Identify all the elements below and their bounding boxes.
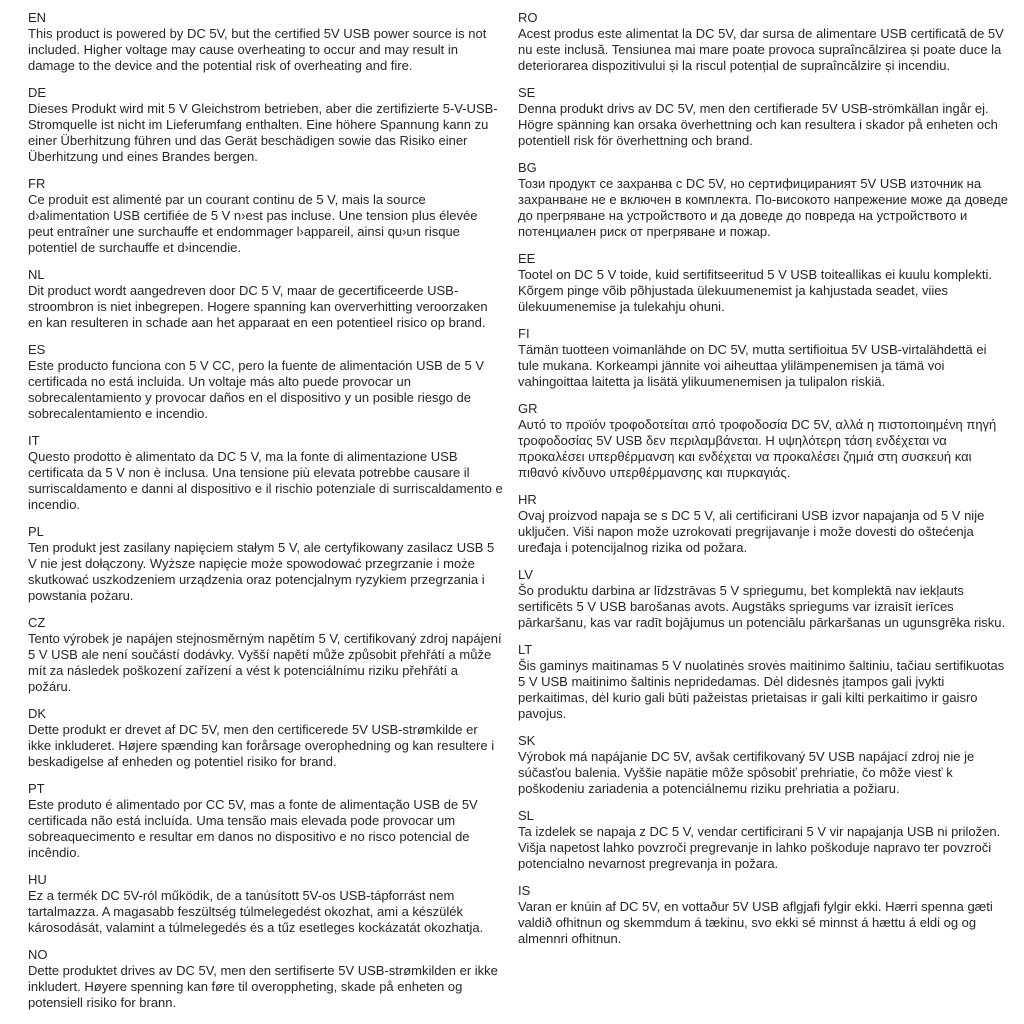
language-code-pt: PT — [28, 781, 45, 796]
language-code-de: DE — [28, 85, 47, 100]
language-code-ee: EE — [518, 251, 536, 266]
language-code-cz: CZ — [28, 615, 46, 630]
language-text-lv: Šo produktu darbina ar līdzstrāvas 5 V spriegumu, bet komplektā nav iekļauts sertificēts 5 V USB barošanas avots. Augstāks spriegums var izraisīt ierīces pārkaršanu, kas var radīt bojājumus un potenciālu pārkaršanas un ugunsgrēka risku. — [518, 583, 1006, 630]
language-block-en — [28, 10, 504, 74]
language-block-is — [518, 883, 1010, 947]
language-text-hr: Ovaj proizvod napaja se s DC 5 V, ali certificirani USB izvor napajanja od 5 V nije uključen. Viši napon može uzrokovati pregrijavanje i može dovesti do oštećenja uređaja i potencijalnog rizika od požara. — [518, 508, 985, 555]
language-code-sl: SL — [518, 808, 534, 823]
language-block-lv — [518, 567, 1010, 631]
language-text-lt: Šis gaminys maitinamas 5 V nuolatinės srovės maitinimo šaltiniu, tačiau sertifikuotas 5 V USB maitinimo šaltinis nepridedamas. Dėl didesnės įtampos gali įvykti perkaitimas, dėl kurio gali būti pažeistas prietaisas ir gali kilti perkaitimo ir gaisro pavojus. — [518, 658, 1005, 721]
language-text-fi: Tämän tuotteen voimanlähde on DC 5V, mutta sertifioitua 5V USB-virtalähdettä ei tule mukana. Korkeampi jännite voi aiheuttaa ylilämpenemisen ja tämä voi vahingoittaa laitetta ja lisätä ylikuumenemisen ja tulipalon riskiä. — [518, 342, 987, 389]
language-text-fr: Ce produit est alimenté par un courant continu de 5 V, mais la source d›alimentation USB certifiée de 5 V n›est pas incluse. Une tension plus élevée peut entraîner une surchauffe et endommager l›appareil, ainsi qu›un risque potentiel de surchauffe et d›incendie. — [28, 192, 478, 255]
language-text-no: Dette produktet drives av DC 5V, men den sertifiserte 5V USB-strømkilden er ikke inkludert. Høyere spenning kan føre til overoppheting, skade på enheten og potensiell risiko for brann. — [28, 963, 498, 1010]
language-code-se: SE — [518, 85, 536, 100]
language-text-sk: Výrobok má napájanie DC 5V, avšak certifikovaný 5V USB napájací zdroj nie je súčasťou balenia. Vyššie napätie môže spôsobiť prehriatie, čo môže viesť k poškodeniu zariadenia a potenciálnemu riziku prehriatia a požiaru. — [518, 749, 975, 796]
language-block-hr — [518, 492, 1010, 556]
language-block-fr — [28, 176, 504, 256]
language-code-sk: SK — [518, 733, 536, 748]
language-text-ee: Tootel on DC 5 V toide, kuid sertifitseeritud 5 V USB toiteallikas ei kuulu komplekti. Kõrgem pinge võib põhjustada ülekuumenemist ja kahjustada seadet, viies ülekuumenemise ja tulekahju ohuni. — [518, 267, 993, 314]
language-text-hu: Ez a termék DC 5V-ról működik, de a tanúsított 5V-os USB-tápforrást nem tartalmazza. A magasabb feszültség túlmelegedést okozhat, ami a készülék károsodását, valamint a túlmelegedés és a tűz esetleges kockázatát okozhatja. — [28, 888, 484, 935]
language-block-dk — [28, 706, 504, 770]
language-code-pl: PL — [28, 524, 44, 539]
language-block-fi — [518, 326, 1010, 390]
language-text-nl: Dit product wordt aangedreven door DC 5 V, maar de gecertificeerde USB-stroombron is niet inbegrepen. Hogere spanning kan oververhitting veroorzaken en kan resulteren in schade aan het apparaat en een potentieel risico op brand. — [28, 283, 488, 330]
language-text-de: Dieses Produkt wird mit 5 V Gleichstrom betrieben, aber die zertifizierte 5-V-USB-Stromquelle ist nicht im Lieferumfang enthalten. Eine höhere Spannung kann zu einer Überhitzung führen und das Gerät beschädigen sowie das Risiko einer Überhitzung und eines Brandes bergen. — [28, 101, 498, 164]
language-block-ro — [518, 10, 1010, 74]
language-text-es: Este producto funciona con 5 V CC, pero la fuente de alimentación USB de 5 V certificada no está incluida. Un voltaje más alto puede provocar un sobrecalentamiento y provocar daños en el dispositivo y un posible riesgo de sobrecalentamiento e incendio. — [28, 358, 484, 421]
language-block-nl — [28, 267, 504, 331]
language-code-es: ES — [28, 342, 46, 357]
language-text-en: This product is powered by DC 5V, but the certified 5V USB power source is not included. Higher voltage may cause overheating to occur and may result in damage to the device and the potential risk of overheating and fire. — [28, 26, 487, 73]
language-block-pt — [28, 781, 504, 861]
language-code-bg: BG — [518, 160, 537, 175]
language-code-hu: HU — [28, 872, 47, 887]
language-code-lt: LT — [518, 642, 533, 657]
language-text-it: Questo prodotto è alimentato da DC 5 V, ma la fonte di alimentazione USB certificata da 5 V non è inclusa. Una tensione più elevata potrebbe causare il surriscaldamento e danni al dispositivo e il rischio potenziale di surriscaldamento e incendio. — [28, 449, 503, 512]
language-text-ro: Acest produs este alimentat la DC 5V, dar sursa de alimentare USB certificată de 5V nu este inclusă. Tensiunea mai mare poate provoca supraîncălzirea și poate duce la deteriorarea dispozitivului și la riscul potențial de supraîncălzire și incendiu. — [518, 26, 1004, 73]
language-code-is: IS — [518, 883, 531, 898]
language-block-de — [28, 85, 504, 165]
language-block-cz — [28, 615, 504, 695]
language-block-se — [518, 85, 1010, 149]
language-code-fr: FR — [28, 176, 46, 191]
language-code-lv: LV — [518, 567, 533, 582]
language-code-nl: NL — [28, 267, 45, 282]
language-block-gr — [518, 401, 1010, 481]
language-text-dk: Dette produkt er drevet af DC 5V, men den certificerede 5V USB-strømkilde er ikke inkluderet. Højere spænding kan forårsage overophedning og kan resultere i beskadigelse af enheden og potentiel risiko for brand. — [28, 722, 495, 769]
language-code-it: IT — [28, 433, 40, 448]
language-text-cz: Tento výrobek je napájen stejnosměrným napětím 5 V, certifikovaný zdroj napájení 5 V USB ale není součástí dodávky. Vyšší napětí může způsobit přehřátí a může mít za následek poškození zařízení a vést k potenciálnímu riziku přehřátí a požáru. — [28, 631, 502, 694]
language-text-pt: Este produto é alimentado por CC 5V, mas a fonte de alimentação USB de 5V certificada não está incluída. Uma tensão mais elevada pode provocar um sobreaquecimento e resultar em danos no dispositivo e no risco potencial de incêndio. — [28, 797, 478, 860]
language-block-es — [28, 342, 504, 422]
language-code-fi: FI — [518, 326, 530, 341]
language-code-dk: DK — [28, 706, 47, 721]
language-block-bg — [518, 160, 1010, 240]
language-block-sl — [518, 808, 1010, 872]
language-block-it — [28, 433, 504, 513]
language-code-gr: GR — [518, 401, 538, 416]
language-text-is: Varan er knúin af DC 5V, en vottaður 5V USB aflgjafi fylgir ekki. Hærri spenna gæti valdið ofhitnun og skemmdum á tækinu, svo ekki sé minnst á hættu á eldi og og almennri ofhitnun. — [518, 899, 993, 946]
language-block-lt — [518, 642, 1010, 722]
language-text-gr: Αυτό το προϊόν τροφοδοτείται από τροφοδοσία DC 5V, αλλά η πιστοποιημένη πηγή τροφοδοσίας 5V USB δεν περιλαμβάνεται. Η υψηλότερη τάση ενδέχεται να προκαλέσει υπερθέρμανση και ενδέχεται να προκαλέσει ζημιά στη συσκευή και πιθανό κίνδυνο υπερθέρμανσης και πυρκαγιάς. — [518, 417, 997, 480]
language-code-no: NO — [28, 947, 48, 962]
language-block-ee — [518, 251, 1010, 315]
language-text-pl: Ten produkt jest zasilany napięciem stałym 5 V, ale certyfikowany zasilacz USB 5 V nie jest dołączony. Wyższe napięcie może spowodować przegrzanie i może skutkować uszkodzeniem urządzenia oraz potencjalnym ryzykiem przegrzania i powstania pożaru. — [28, 540, 495, 603]
language-code-hr: HR — [518, 492, 537, 507]
left-column — [28, 10, 504, 1016]
language-text-se: Denna produkt drivs av DC 5V, men den certifierade 5V USB-strömkällan ingår ej. Högre spänning kan orsaka överhettning och kan resultera i skador på enheten och potentiell risk för överhettning och brand. — [518, 101, 998, 148]
language-text-bg: Този продукт се захранва с DC 5V, но сертифицираният 5V USB източник на захранване не е включен в комплекта. По-високото напрежение може да доведе до прегряване на устройството и да доведе до повреда на устройството и потенциален риск от прегряване и пожар. — [518, 176, 1008, 239]
language-code-ro: RO — [518, 10, 538, 25]
language-code-en: EN — [28, 10, 47, 25]
right-column — [518, 10, 1010, 1016]
language-block-pl — [28, 524, 504, 604]
language-block-no — [28, 947, 504, 1011]
language-block-sk — [518, 733, 1010, 797]
language-text-sl: Ta izdelek se napaja z DC 5 V, vendar certificirani 5 V vir napajanja USB ni priložen. Višja napetost lahko povzroči pregrevanje in lahko poškoduje napravo ter povzroči potencialno nevarnost pregrevanja in požara. — [518, 824, 1001, 871]
language-block-hu — [28, 872, 504, 936]
